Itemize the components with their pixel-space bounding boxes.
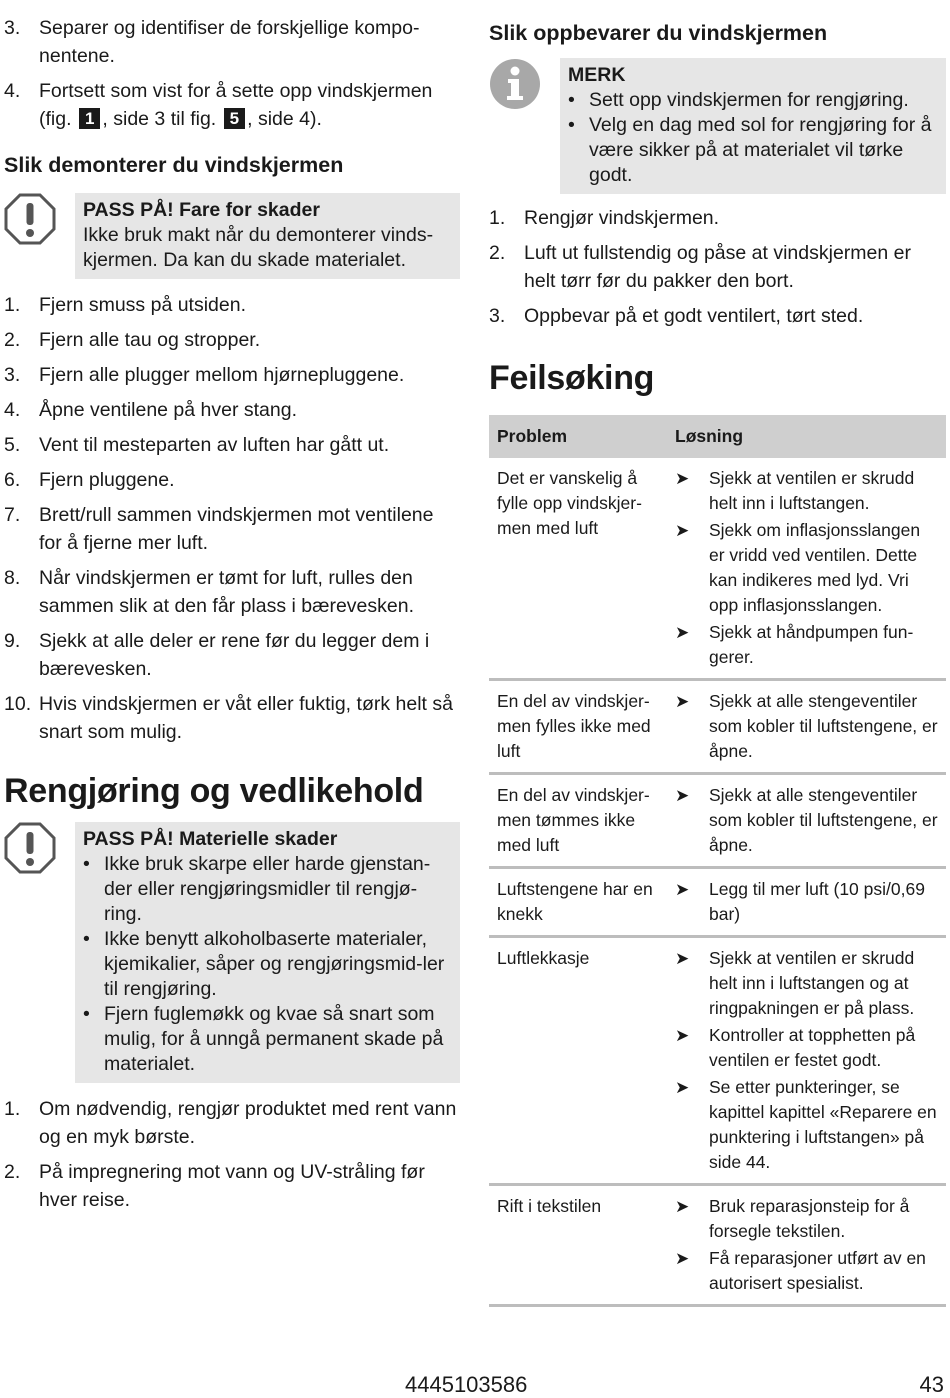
problem-cell: En del av vindskjer-men tømmes ikke med luft — [489, 774, 667, 868]
arrow-icon: ➤ — [675, 1078, 690, 1097]
problem-cell: Luftstengene har en knekk — [489, 868, 667, 937]
intro-steps — [4, 14, 460, 133]
list-item: 4. Fortsett som vist for å sette opp vindskjermen (fig. 1 , side 3 til fig. 5 , side 4). — [4, 80, 433, 130]
caution-title: PASS PÅ! Materielle skader — [83, 828, 338, 850]
troubleshooting-table — [489, 415, 946, 1307]
problem-cell: En del av vindskjer-men fylles ikke med luft — [489, 680, 667, 774]
solution-cell: ➤ Sjekk at ventilen er skrudd helt inn i luftstangen og at ringpakningen er på plass. ➤ Kontroller at topphetten på ventilen er festet godt. ➤ Se etter punkteringer, se kapittel kapittel «Reparere en punktering i luftstangen» på side 44. — [667, 937, 946, 1185]
list-item: • Fjern fuglemøkk og kvae så snart som mulig, for å unngå permanent skade på materialet. — [83, 1003, 444, 1075]
solution-cell: ➤ Legg til mer luft (10 psi/0,69 bar) — [667, 868, 946, 937]
list-item: 3. Oppbevar på et godt ventilert, tørt sted. — [489, 305, 864, 327]
list-item: 8. Når vindskjermen er tømt for luft, rulles den sammen slik at den får plass i bærevesken. — [4, 567, 414, 617]
solution-cell: ➤ Sjekk at alle stengeventiler som kobler til luftstengene, er åpne. — [667, 680, 946, 774]
solution-cell: ➤ Bruk reparasjonsteip for å forsegle tekstilen. ➤ Få reparasjoner utført av en autorisert spesialist. — [667, 1185, 946, 1306]
storage-heading: Slik oppbevarer du vindskjermen — [489, 21, 828, 45]
dismantle-steps — [4, 291, 460, 746]
arrow-icon: ➤ — [675, 623, 690, 642]
cleaning-heading: Rengjøring og vedlikehold — [4, 772, 424, 810]
list-item: 9. Sjekk at alle deler er rene før du legger dem i bærevesken. — [4, 630, 430, 680]
note-title: MERK — [568, 64, 626, 86]
list-item: 7. Brett/rull sammen vindskjermen mot ventilene for å fjerne mer luft. — [4, 504, 434, 554]
caution-box — [75, 822, 460, 1083]
solution-cell: ➤ Sjekk at alle stengeventiler som kobler til luftstengene, er åpne. — [667, 774, 946, 868]
problem-cell: Luftlekkasje — [489, 937, 667, 1185]
caution-bullets — [83, 852, 452, 1077]
arrow-icon: ➤ — [675, 692, 690, 711]
caution-text: Ikke bruk makt når du demonterer vinds-kjermen. Da kan du skade materialet. — [83, 224, 434, 271]
table-row — [489, 458, 946, 680]
arrow-icon: ➤ — [675, 469, 690, 488]
cleaning-steps — [4, 1095, 460, 1214]
note-box — [560, 58, 946, 194]
problem-cell: Rift i tekstilen — [489, 1185, 667, 1306]
arrow-icon: ➤ — [675, 880, 690, 899]
solution-cell: ➤ Sjekk at ventilen er skrudd helt inn i luftstangen. ➤ Sjekk om inflasjonsslangen er vridd ved ventilen. Dette kan indikeres med lyd. Vri opp inflasjonsslangen. ➤ Sjekk at håndpumpen fun-gerer. — [667, 458, 946, 680]
list-item: 6. Fjern pluggene. — [4, 469, 175, 491]
arrow-icon: ➤ — [675, 521, 690, 540]
dismantle-heading: Slik demonterer du vindskjermen — [4, 153, 344, 177]
arrow-icon: ➤ — [675, 786, 690, 805]
column-header-solution: Løsning — [667, 415, 946, 458]
caution-notice — [4, 822, 460, 1083]
column-header-problem: Problem — [489, 415, 667, 458]
warning-icon — [4, 193, 75, 250]
arrow-icon: ➤ — [675, 1249, 690, 1268]
list-item: 2. Fjern alle tau og stropper. — [4, 329, 261, 351]
arrow-icon: ➤ — [675, 1026, 690, 1045]
figure-ref-badge: 5 — [224, 108, 245, 129]
list-item: 3. Fjern alle plugger mellom hjørnepluggene. — [4, 364, 405, 386]
list-item: 3. Separer og identifiser de forskjellige kompo-nentene. — [4, 17, 420, 67]
arrow-icon: ➤ — [675, 1197, 690, 1216]
list-item: 2. På impregnering mot vann og UV-stråling før hver reise. — [4, 1161, 425, 1211]
note-bullets — [568, 88, 938, 188]
caution-notice — [4, 193, 460, 279]
troubleshooting-heading: Feilsøking — [489, 359, 655, 397]
list-item: 1. Fjern smuss på utsiden. — [4, 294, 247, 316]
list-item: 10. Hvis vindskjermen er våt eller fuktig, tørk helt så snart som mulig. — [4, 693, 453, 743]
table-row — [489, 680, 946, 774]
page-number: 43 — [919, 1372, 944, 1397]
problem-cell: Det er vanskelig å fylle opp vindskjer-men med luft — [489, 458, 667, 680]
list-item: 5. Vent til mesteparten av luften har gått ut. — [4, 434, 390, 456]
caution-title: PASS PÅ! Fare for skader — [83, 199, 320, 221]
figure-ref-badge: 1 — [79, 108, 100, 129]
table-row — [489, 868, 946, 937]
note-notice — [489, 58, 946, 194]
list-item: 4. Åpne ventilene på hver stang. — [4, 399, 298, 421]
list-item: • Sett opp vindskjermen for rengjøring. — [568, 89, 909, 111]
list-item: 2. Luft ut fullstendig og påse at vindskjermen er helt tørr før du pakker den bort. — [489, 242, 911, 292]
document-number: 4445103586 — [405, 1372, 528, 1397]
list-item: 1. Rengjør vindskjermen. — [489, 207, 720, 229]
list-item: 1. Om nødvendig, rengjør produktet med rent vann og en myk børste. — [4, 1098, 457, 1148]
caution-box — [75, 193, 460, 279]
table-header-row — [489, 415, 946, 458]
list-item: • Ikke benytt alkoholbaserte materialer, kjemikalier, såper og rengjøringsmid-ler til rengjøring. — [83, 928, 445, 1000]
table-row — [489, 774, 946, 868]
list-item: • Ikke bruk skarpe eller harde gjenstan-der eller rengjøringsmidler til rengjø-ring. — [83, 853, 431, 925]
warning-icon — [4, 822, 75, 879]
table-row — [489, 1185, 946, 1306]
table-row — [489, 937, 946, 1185]
storage-steps — [489, 204, 946, 330]
list-item: • Velg en dag med sol for rengjøring for å være sikker på at materialet vil tørke godt. — [568, 114, 932, 186]
left-column — [4, 14, 460, 1221]
right-column — [489, 14, 946, 1307]
info-icon — [489, 58, 560, 115]
arrow-icon: ➤ — [675, 949, 690, 968]
